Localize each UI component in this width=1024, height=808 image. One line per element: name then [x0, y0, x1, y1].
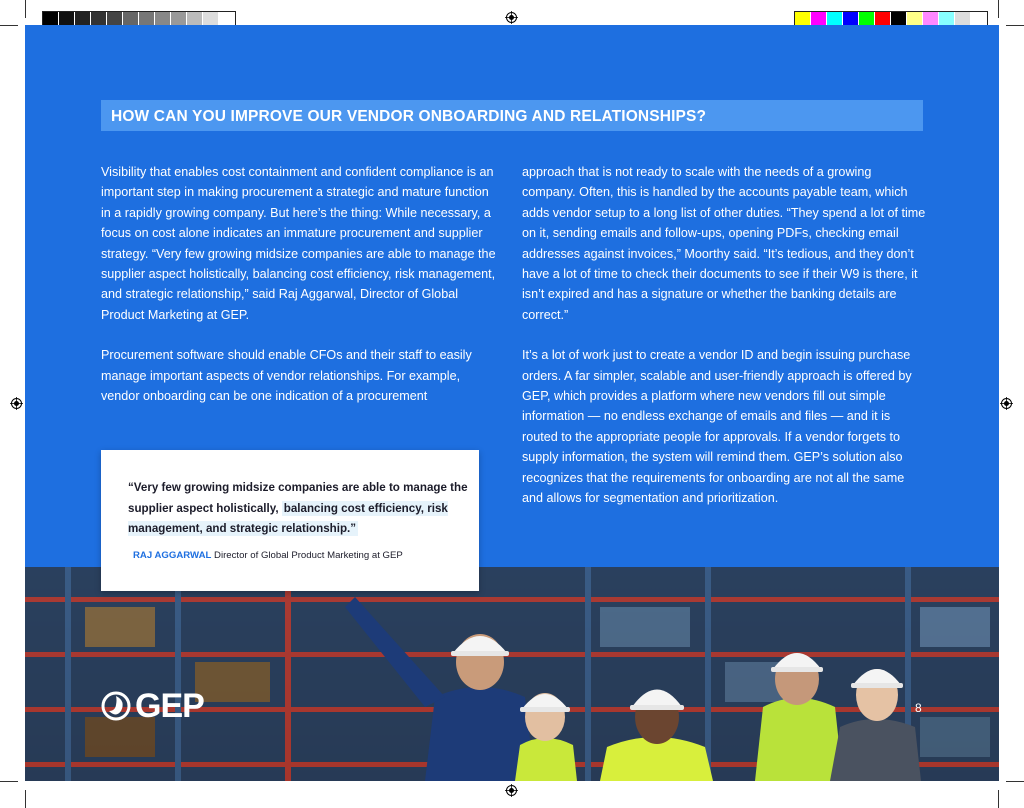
quote-attribution	[133, 550, 403, 561]
registration-target-icon	[505, 784, 518, 797]
warehouse-photo	[25, 567, 999, 781]
left-column	[101, 162, 496, 406]
quote-highlight: balancing cost efficiency, risk management, and strategic relationship.”	[128, 501, 448, 535]
warehouse-scene	[25, 567, 999, 781]
right-column	[522, 162, 927, 509]
page-number: 8	[915, 701, 922, 715]
gep-swirl-icon	[101, 691, 131, 721]
crop-mark	[1006, 781, 1024, 782]
section-heading: HOW CAN YOU IMPROVE OUR VENDOR ONBOARDING AND RELATIONSHIPS?	[111, 108, 707, 125]
logo-wordmark: GEP	[135, 687, 204, 725]
crop-mark	[998, 0, 999, 18]
quote-text: “Very few growing midsize companies are able to manage the supplier aspect holistically,	[128, 481, 468, 515]
brochure-page	[25, 25, 999, 781]
crop-mark	[1006, 25, 1024, 26]
quote-author-name: RAJ AGGARWAL	[133, 550, 212, 561]
crop-mark	[998, 790, 999, 808]
paragraph: Procurement software should enable CFOs and their staff to easily manage important aspects of vendor relationships. For example, vendor onboarding can be one indication of a procurement	[101, 348, 472, 404]
registration-target-icon	[505, 11, 518, 24]
gep-logo	[101, 689, 204, 723]
crop-mark	[25, 0, 26, 18]
crop-mark	[25, 790, 26, 808]
pull-quote-card	[101, 450, 479, 591]
paragraph: It’s a lot of work just to create a vendor ID and begin issuing purchase orders. A far simpler, scalable and user-friendly approach is offered by GEP, which provides a platform where new vendors fill out simple information — no endless exchange of emails and files — and it is routed to the appropriate people for approvals. If a vendor forgets to supply information, the system will remind them. GEP’s solution also recognizes that the requirements for onboarding are not all the same and allows for segmentation and prioritization.	[522, 348, 912, 506]
crop-mark	[0, 781, 18, 782]
registration-target-icon	[10, 397, 23, 410]
pull-quote	[128, 478, 473, 540]
crop-mark	[0, 25, 18, 26]
paragraph: Visibility that enables cost containment and confident compliance is an important step in making procurement a strategic and mature function in a rapidly growing company. But here’s the thing: While necessary, a focus on cost alone indicates an immature procurement and supplier strategy. “Very few growing midsize companies are able to manage the supplier aspect holistically, balancing cost efficiency, risk management, and strategic relationship,” said Raj Aggarwal, Director of Global Product Marketing at GEP.	[101, 165, 496, 322]
registration-target-icon	[1000, 397, 1013, 410]
quote-author-title: Director of Global Product Marketing at GEP	[214, 550, 403, 561]
paragraph: approach that is not ready to scale with the needs of a growing company. Often, this is handled by the accounts payable team, which adds vendor setup to a long list of other duties. “They spend a lot of time on it, sending emails and follow-ups, opening PDFs, checking email addresses against invoices,” Moorthy said. “It’s tedious, and they don’t have a lot of time to check their documents to see if their W9 is there, it isn’t expired and has a signature or whether the banking details are correct.”	[522, 165, 926, 322]
